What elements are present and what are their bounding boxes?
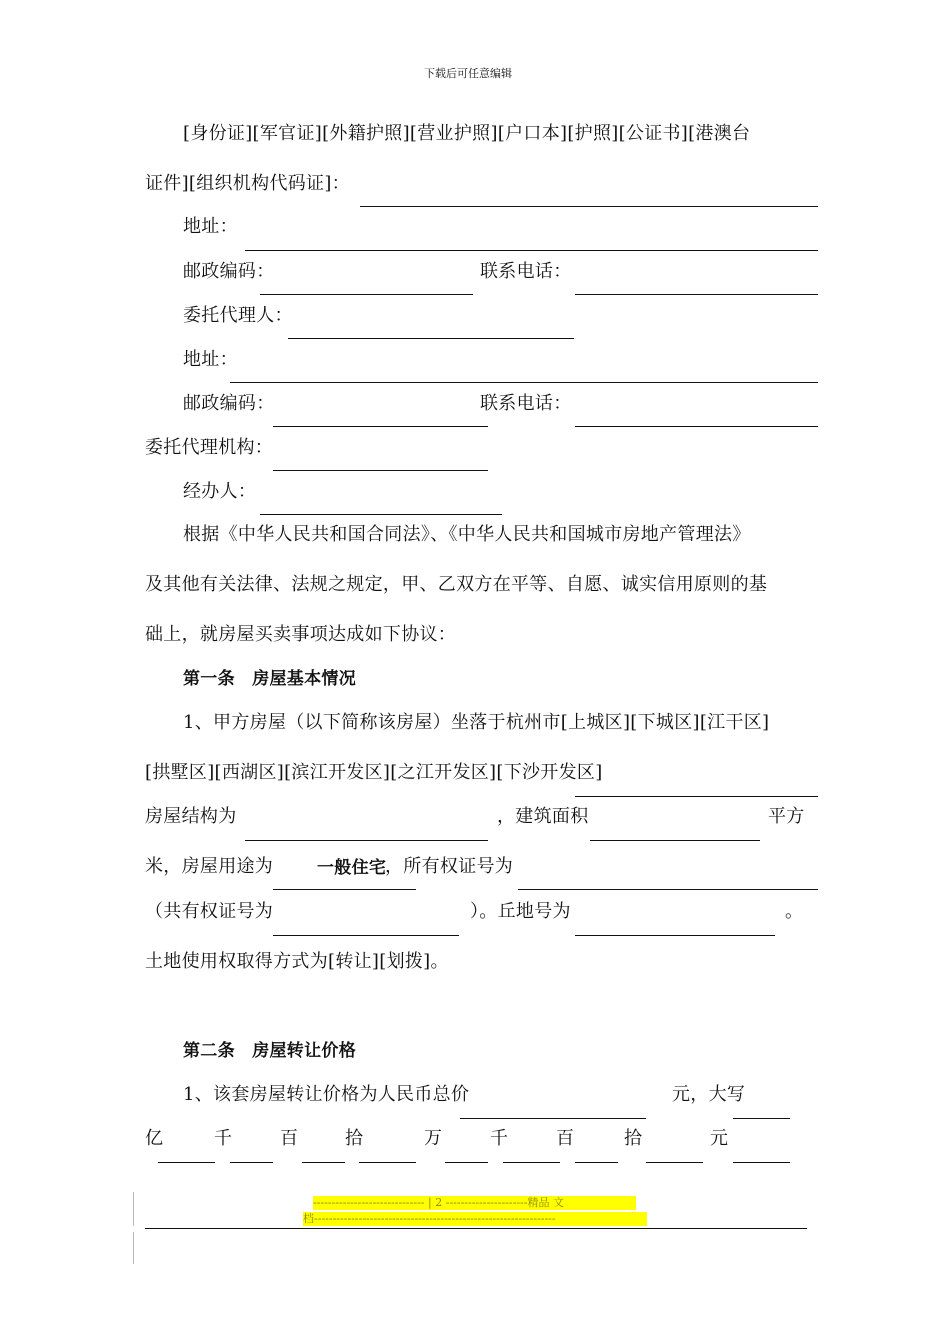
unit-qian: 千 — [214, 1128, 233, 1149]
price-capital-blank[interactable] — [733, 1118, 790, 1119]
amount-blank-wan[interactable] — [445, 1162, 488, 1163]
cert-label: ，所有权证号为 — [385, 856, 514, 877]
agency-blank[interactable] — [273, 470, 488, 471]
agency-label: 委托代理机构： — [145, 437, 274, 458]
id-types-line2: 证件][组织机构代码证]： — [145, 173, 350, 194]
area-label: ，建筑面积 — [497, 806, 589, 827]
area-blank[interactable] — [590, 840, 760, 841]
article2-title: 第二条 房屋转让价格 — [183, 1041, 356, 1061]
article1-title: 第一条 房屋基本情况 — [183, 669, 356, 689]
co-cert-label: （共有权证号为 — [145, 901, 274, 922]
structure-blank[interactable] — [245, 840, 488, 841]
price-blank[interactable] — [460, 1118, 646, 1119]
phone-blank[interactable] — [575, 294, 818, 295]
amount-blank-yi[interactable] — [158, 1162, 215, 1163]
id-types-line1: [身份证][军官证][外籍护照][营业护照][户口本][护照][公证书][港澳台 — [183, 123, 751, 144]
unit-yuan: 元 — [710, 1128, 729, 1149]
agent-phone-blank[interactable] — [575, 426, 818, 427]
usage-value: 一般住宅 — [317, 858, 387, 878]
header-note: 下载后可任意编辑 — [424, 67, 512, 80]
amount-blank-shi[interactable] — [359, 1162, 416, 1163]
amount-blank-yuan[interactable] — [733, 1162, 790, 1163]
amount-blank-qian[interactable] — [230, 1162, 273, 1163]
land-line: 土地使用权取得方式为[转让][划拨]。 — [145, 951, 449, 972]
postcode-blank[interactable] — [260, 294, 473, 295]
agent-address-blank[interactable] — [230, 382, 818, 383]
amount-blank-shi-2[interactable] — [646, 1162, 703, 1163]
article1-line2: [拱墅区][西湖区][滨江开发区][之江开发区][下沙开发区] — [145, 762, 603, 783]
unit-qian-2: 千 — [490, 1128, 509, 1149]
area-unit-a: 平方 — [768, 806, 805, 827]
address-blank[interactable] — [245, 250, 818, 251]
preamble-line2: 及其他有关法律、法规之规定，甲、乙双方在平等、自愿、诚实信用原则的基 — [145, 574, 768, 595]
unit-bai-2: 百 — [556, 1128, 575, 1149]
preamble-line3: 础上，就房屋买卖事项达成如下协议： — [145, 624, 457, 645]
phone-label: 联系电话： — [480, 261, 572, 282]
lot-label: ）。丘地号为 — [470, 901, 571, 922]
usage-blank[interactable] — [273, 889, 416, 890]
agent-postcode-label: 邮政编码： — [183, 393, 275, 414]
agent-label: 委托代理人： — [183, 305, 293, 326]
handler-blank[interactable] — [260, 514, 502, 515]
agent-phone-label: 联系电话： — [480, 393, 572, 414]
price-unit: 元，大写 — [672, 1084, 746, 1105]
id-number-blank[interactable] — [360, 206, 818, 207]
unit-shi: 拾 — [345, 1128, 364, 1149]
agent-blank[interactable] — [288, 338, 574, 339]
footer-rule — [145, 1228, 807, 1229]
cert-blank[interactable] — [518, 889, 818, 890]
agent-postcode-blank[interactable] — [273, 426, 488, 427]
handler-label: 经办人： — [183, 481, 257, 502]
footer-page-line1: ------------------------------ | 2 ----------------------精品 文 — [313, 1196, 636, 1210]
lot-blank[interactable] — [575, 935, 775, 936]
structure-top-blank[interactable] — [575, 796, 818, 797]
address-label: 地址： — [183, 216, 238, 237]
unit-bai: 百 — [280, 1128, 299, 1149]
agent-address-label: 地址： — [183, 349, 238, 370]
margin-marker-top — [133, 1192, 134, 1226]
price-label: 1、该套房屋转让价格为人民币总价 — [183, 1084, 470, 1105]
unit-wan: 万 — [424, 1128, 443, 1149]
amount-blank-bai-2[interactable] — [575, 1162, 618, 1163]
margin-marker-bottom — [133, 1232, 134, 1264]
preamble-line1: 根据《中华人民共和国合同法》、《中华人民共和国城市房地产管理法》 — [183, 524, 751, 545]
unit-yi: 亿 — [145, 1128, 164, 1149]
lot-period: 。 — [785, 901, 804, 922]
structure-label: 房屋结构为 — [145, 806, 237, 827]
area-unit-b: 米，房屋用途为 — [145, 856, 274, 877]
amount-blank-qian-2[interactable] — [503, 1162, 560, 1163]
footer-page-line2: 档----------------------------------------------------------------- — [303, 1212, 647, 1226]
amount-blank-bai[interactable] — [302, 1162, 345, 1163]
unit-shi-2: 拾 — [624, 1128, 643, 1149]
article1-line1: 1、甲方房屋（以下简称该房屋）坐落于杭州市[上城区][下城区][江干区] — [183, 712, 770, 733]
co-cert-blank[interactable] — [273, 935, 459, 936]
postcode-label: 邮政编码： — [183, 261, 275, 282]
